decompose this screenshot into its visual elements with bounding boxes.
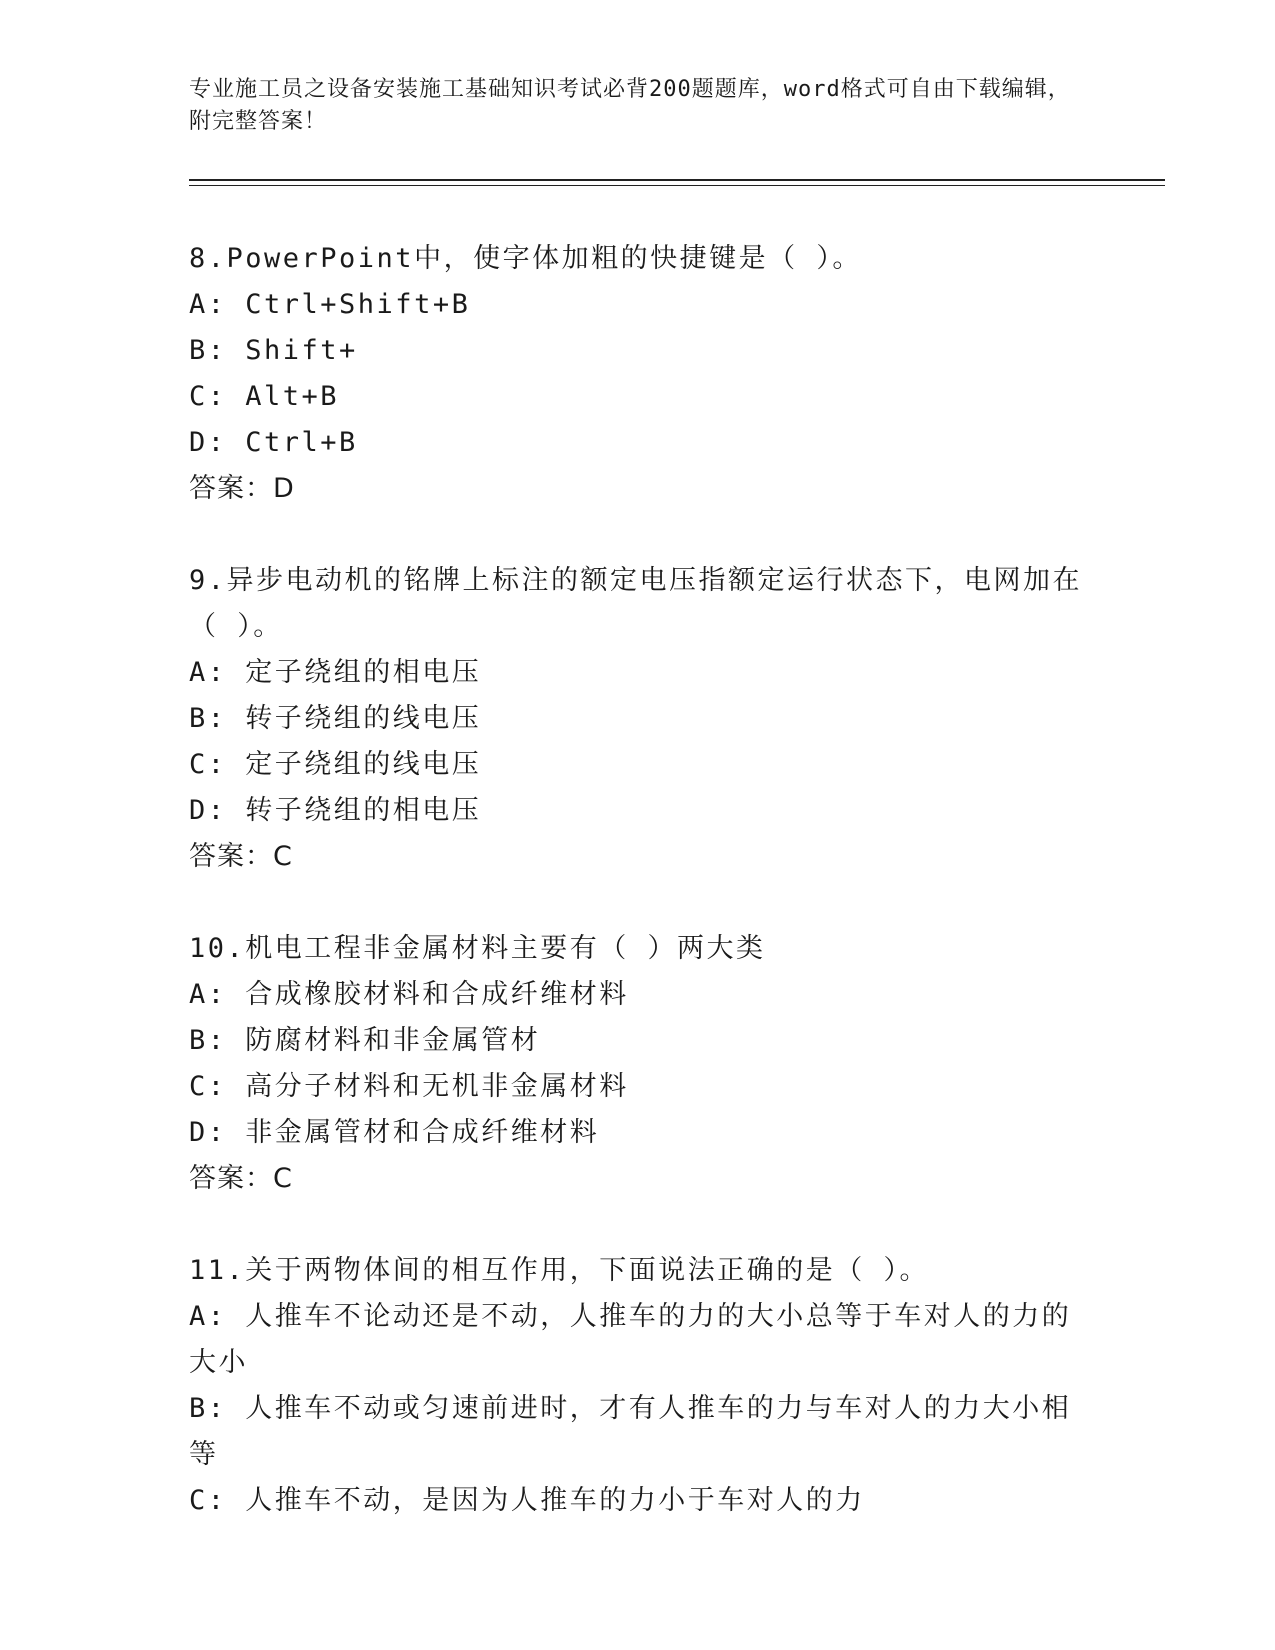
question-9 — [189, 558, 1089, 880]
answer-label: 答案：D — [189, 473, 295, 504]
option-d: D: 非金属管材和合成纤维材料 — [189, 1117, 600, 1148]
option-d: D: Ctrl+B — [189, 427, 358, 458]
question-10 — [189, 926, 1089, 1202]
answer-label: 答案：C — [189, 1163, 293, 1194]
option-b: B: 转子绕组的线电压 — [189, 703, 482, 734]
question-11 — [189, 1248, 1089, 1524]
question-text: 10.机电工程非金属材料主要有（ ）两大类 — [189, 933, 766, 964]
option-c: C: 定子绕组的线电压 — [189, 749, 482, 780]
option-a: A: 定子绕组的相电压 — [189, 657, 482, 688]
option-a: A: 合成橡胶材料和合成纤维材料 — [189, 979, 629, 1010]
option-c: C: 高分子材料和无机非金属材料 — [189, 1071, 629, 1102]
answer-label: 答案：C — [189, 841, 293, 872]
option-c: C: Alt+B — [189, 381, 340, 412]
question-list — [189, 236, 1089, 1570]
question-text: 8.PowerPoint中，使字体加粗的快捷键是（ ）。 — [189, 243, 862, 274]
header-divider-thin — [189, 185, 1165, 186]
option-a: A: Ctrl+Shift+B — [189, 289, 471, 320]
option-a: A: 人推车不论动还是不动，人推车的力的大小总等于车对人的力的大小 — [189, 1301, 1072, 1378]
option-c: C: 人推车不动，是因为人推车的力小于车对人的力 — [189, 1485, 865, 1516]
question-text: 9.异步电动机的铭牌上标注的额定电压指额定运行状态下，电网加在（ ）。 — [189, 565, 1083, 642]
question-8 — [189, 236, 1089, 512]
header-divider-thick — [189, 179, 1165, 181]
option-d: D: 转子绕组的相电压 — [189, 795, 482, 826]
option-b: B: 人推车不动或匀速前进时，才有人推车的力与车对人的力大小相等 — [189, 1393, 1072, 1470]
option-b: B: 防腐材料和非金属管材 — [189, 1025, 541, 1056]
option-b: B: Shift+ — [189, 335, 358, 366]
question-text: 11.关于两物体间的相互作用，下面说法正确的是（ ）。 — [189, 1255, 930, 1286]
document-header: 专业施工员之设备安装施工基础知识考试必背200题题库，word格式可自由下载编辑，附完整答案！ — [189, 77, 1071, 134]
